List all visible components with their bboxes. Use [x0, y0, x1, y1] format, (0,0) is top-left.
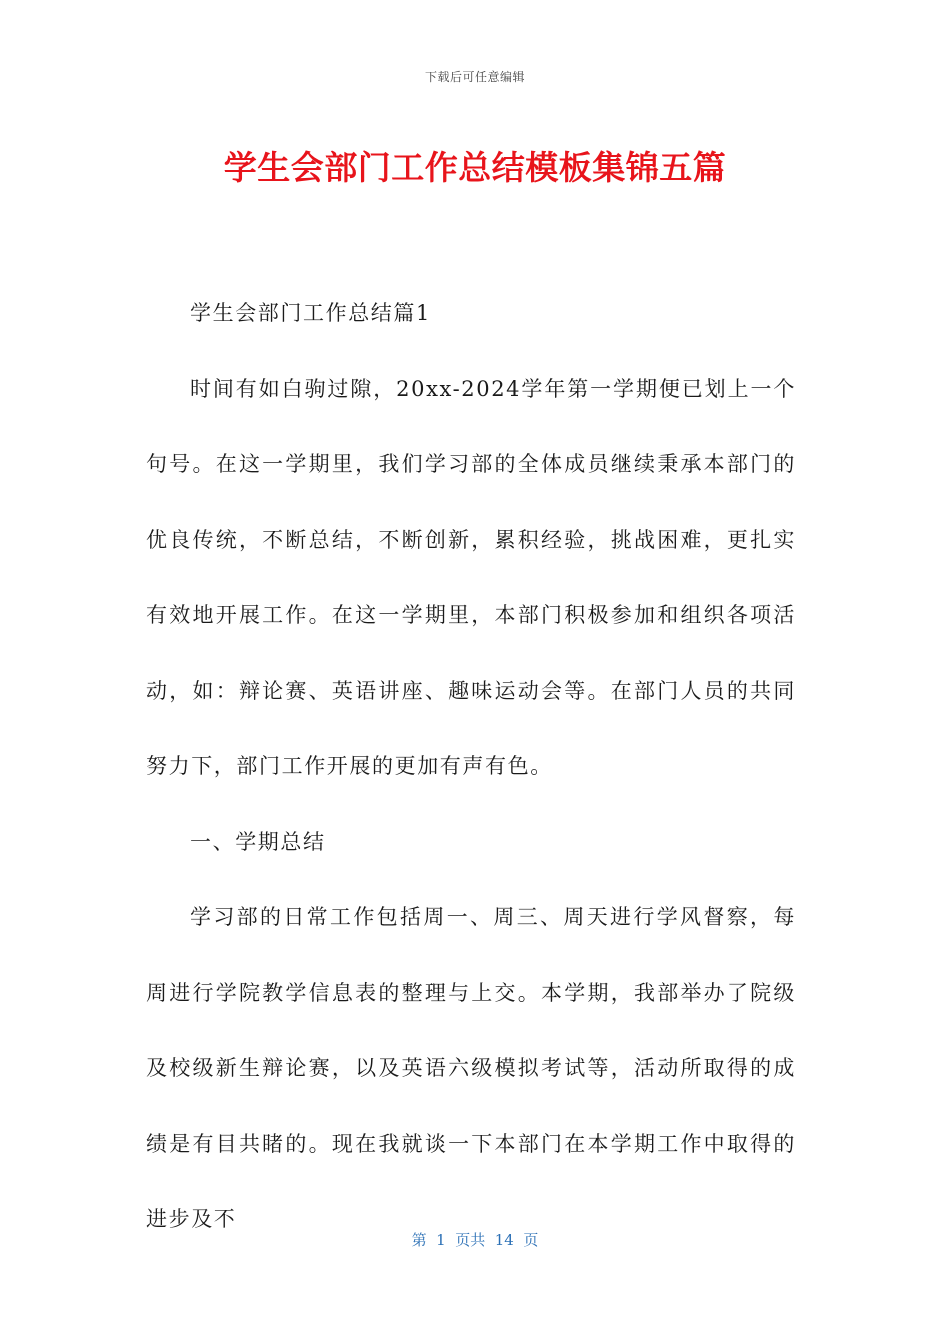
- page-header-note: 下载后可任意编辑: [424, 70, 525, 84]
- page-number-footer: 第 1 页共 14 页: [411, 1231, 539, 1249]
- document-body: [146, 276, 796, 1258]
- paragraph-semester-summary: 学习部的日常工作包括周一、周三、周天进行学风督察，每周进行学院教学信息表的整理与上交。本学期，我部举办了院级及校级新生辩论赛，以及英语六级模拟考试等，活动所取得的成绩是有目共睹的。现在我就谈一下本部门在本学期工作中取得的进步及不: [146, 905, 796, 1231]
- document-title: 学生会部门工作总结模板集锦五篇: [223, 148, 727, 187]
- section-heading-2: 一、学期总结: [190, 829, 326, 854]
- paragraph-intro: 时间有如白驹过隙，20xx-2024学年第一学期便已划上一个句号。在这一学期里，我们学习部的全体成员继续秉承本部门的优良传统，不断总结，不断创新，累积经验，挑战困难，更扎实有效地开展工作。在这一学期里，本部门积极参加和组织各项活动，如：辩论赛、英语讲座、趣味运动会等。在部门人员的共同努力下，部门工作开展的更加有声有色。: [146, 376, 796, 778]
- section-heading-1: 学生会部门工作总结篇1: [190, 301, 431, 325]
